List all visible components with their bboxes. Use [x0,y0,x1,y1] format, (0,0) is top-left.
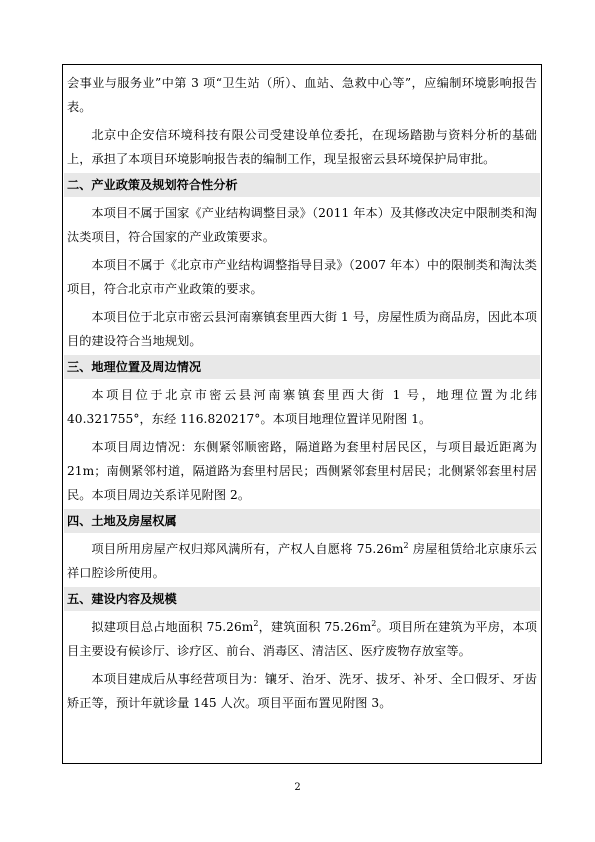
superscript-2: 2 [371,619,377,628]
intro-paragraph-1: 会事业与服务业”中第 3 项“卫生站（所）、血站、急救中心等”，应编制环境影响报告表。 [67,76,537,114]
construction-text-c: 。项目所在建筑为平房，本项目主要设有候诊厅、诊疗区、前台、消毒区、清洁区、医疗废物存放室等。 [67,620,538,658]
document-content [67,71,537,715]
superscript-2: 2 [403,541,409,550]
intro-paragraph-2: 北京中企安信环境科技有限公司受建设单位委托，在现场踏勘与资料分析的基础上，承担了本项目环境影响报告表的编制工作，现呈报密云县环境保护局审批。 [67,128,537,166]
land-ownership-text-a: 项目所用房屋产权归郑风满所有，产权人自愿将 75.26m [91,542,404,556]
industry-policy-paragraph-2: 本项目不属于《北京市产业结构调整指导目录》（2007 年本）中的限制类和淘汰类项目，符合北京市产业政策的要求。 [67,258,537,296]
location-paragraph-2: 本项目周边情况：东侧紧邻顺密路，隔道路为套里村居民区，与项目最近距离为 21m；南侧紧邻村道，隔道路为套里村居民；西侧紧邻套里村居民；北侧紧邻套里村居民。本项目周边关系详见附图 2。 [67,440,537,502]
section-heading-construction-scale: 五、建设内容及规模 [64,587,540,611]
industry-policy-paragraph-1: 本项目不属于国家《产业结构调整目录》（2011 年本）及其修改决定中限制类和淘汰类项目，符合国家的产业政策要求。 [67,206,537,244]
construction-paragraph-2: 本项目建成后从事经营项目为：镶牙、治牙、洗牙、拔牙、补牙、全口假牙、牙齿矫正等，预计年就诊量 145 人次。项目平面布置见附图 3。 [67,672,537,710]
industry-policy-paragraph-3: 本项目位于北京市密云县河南寨镇套里西大街 1 号，房屋性质为商品房，因此本项目的建设符合当地规划。 [67,310,537,348]
land-ownership-paragraph [67,537,537,585]
section-heading-land-ownership: 四、土地及房屋权属 [64,509,540,533]
construction-paragraph-1 [67,615,537,663]
land-ownership-text-b: 房屋租赁给北京康乐云祥口腔诊所使用。 [67,542,537,580]
section-heading-industry-policy: 二、产业政策及规划符合性分析 [64,173,540,197]
superscript-2: 2 [253,619,259,628]
page-number: 2 [294,782,301,793]
construction-text-b: ，建筑面积 75.26m [258,620,372,634]
section-heading-location: 三、地理位置及周边情况 [64,355,540,379]
construction-text-a: 拟建项目总占地面积 75.26m [91,620,254,634]
location-paragraph-1: 本项目位于北京市密云县河南寨镇套里西大街 1 号，地理位置为北纬 40.321755°，东经 116.820217°。本项目地理位置详见附图 1。 [67,388,537,426]
document-frame [62,64,542,764]
